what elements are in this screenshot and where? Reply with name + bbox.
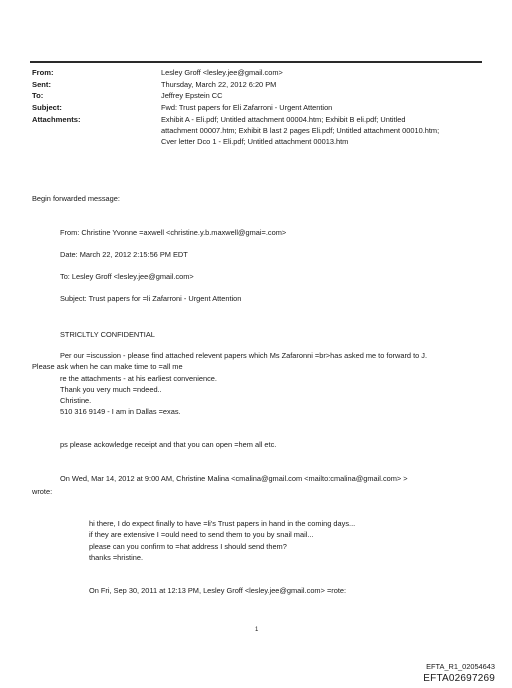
quoted-line: please can you confirm to =hat address I should send them? xyxy=(89,542,287,551)
fwd-subject: Subject: Trust papers for =li Zafarroni - Urgent Attention xyxy=(60,294,242,303)
sent-value: Thursday, March 22, 2012 6:20 PM xyxy=(161,80,277,89)
message-line: Please ask when he can make time to =all me xyxy=(32,362,183,371)
wrote-label: wrote: xyxy=(32,487,53,496)
fwd-date: Date: March 22, 2012 2:15:56 PM EDT xyxy=(60,250,188,259)
to-label: To: xyxy=(32,91,44,100)
message-line: Per our =iscussion - please find attached relevent papers which Ms Zafaronni =br>has asked me to forward to J. xyxy=(60,351,428,360)
attachments-line: Exhibit A - Eli.pdf; Untitled attachment 00004.htm; Exhibit B eli.pdf; Untitled xyxy=(161,115,406,124)
ps-line: ps please ackowledge receipt and that you can open =hem all etc. xyxy=(60,440,277,449)
message-line: 510 316 9149 - I am in Dallas =exas. xyxy=(60,407,181,416)
header-rule xyxy=(30,61,482,63)
subject-label: Subject: xyxy=(32,103,62,112)
attachments-label: Attachments: xyxy=(32,115,81,124)
quoted-line: hi there, I do expect finally to have =li's Trust papers in hand in the coming days... xyxy=(89,519,356,528)
sent-label: Sent: xyxy=(32,80,51,89)
from-label: From: xyxy=(32,68,54,77)
confidential-heading: STRICLTLY CONFIDENTIAL xyxy=(60,330,155,339)
from-value: Lesley Groff <lesley.jee@gmail.com> xyxy=(161,68,283,77)
quoted-line: if they are extensive I =ould need to send them to you by snail mail... xyxy=(89,530,314,539)
message-line: Thank you very much =ndeed.. xyxy=(60,385,162,394)
bates-id-large: EFTA02697269 xyxy=(423,673,495,684)
begin-forwarded: Begin forwarded message: xyxy=(32,194,120,203)
attachments-line: Cver letter Dco 1 - Eli.pdf; Untitled attachment 00013.htm xyxy=(161,137,349,146)
message-line: Christine. xyxy=(60,396,92,405)
subject-value: Fwd: Trust papers for Eli Zafarroni - Urgent Attention xyxy=(161,103,333,112)
to-value: Jeffrey Epstein CC xyxy=(161,91,223,100)
quote-attribution-2: On Fri, Sep 30, 2011 at 12:13 PM, Lesley Groff <lesley.jee@gmail.com> =rote: xyxy=(89,586,347,595)
message-line: re the attachments - at his earliest convenience. xyxy=(60,374,217,383)
quoted-line: thanks =hristine. xyxy=(89,553,144,562)
page-number: 1 xyxy=(255,627,259,633)
bates-id-small: EFTA_R1_02054643 xyxy=(426,662,495,671)
attachments-line: attachment 00007.htm; Exhibit B last 2 pages Eli.pdf; Untitled attachment 00010.htm; xyxy=(161,126,440,135)
quote-attribution: On Wed, Mar 14, 2012 at 9:00 AM, Christine Malina <cmalina@gmail.com <mailto:cmalina@gmail.com> > xyxy=(60,474,408,483)
fwd-to: To: Lesley Groff <lesley.jee@gmail.com> xyxy=(60,272,194,281)
fwd-from: From: Christine Yvonne =axwell <christine.y.b.maxwell@gmai=.com> xyxy=(60,228,287,237)
